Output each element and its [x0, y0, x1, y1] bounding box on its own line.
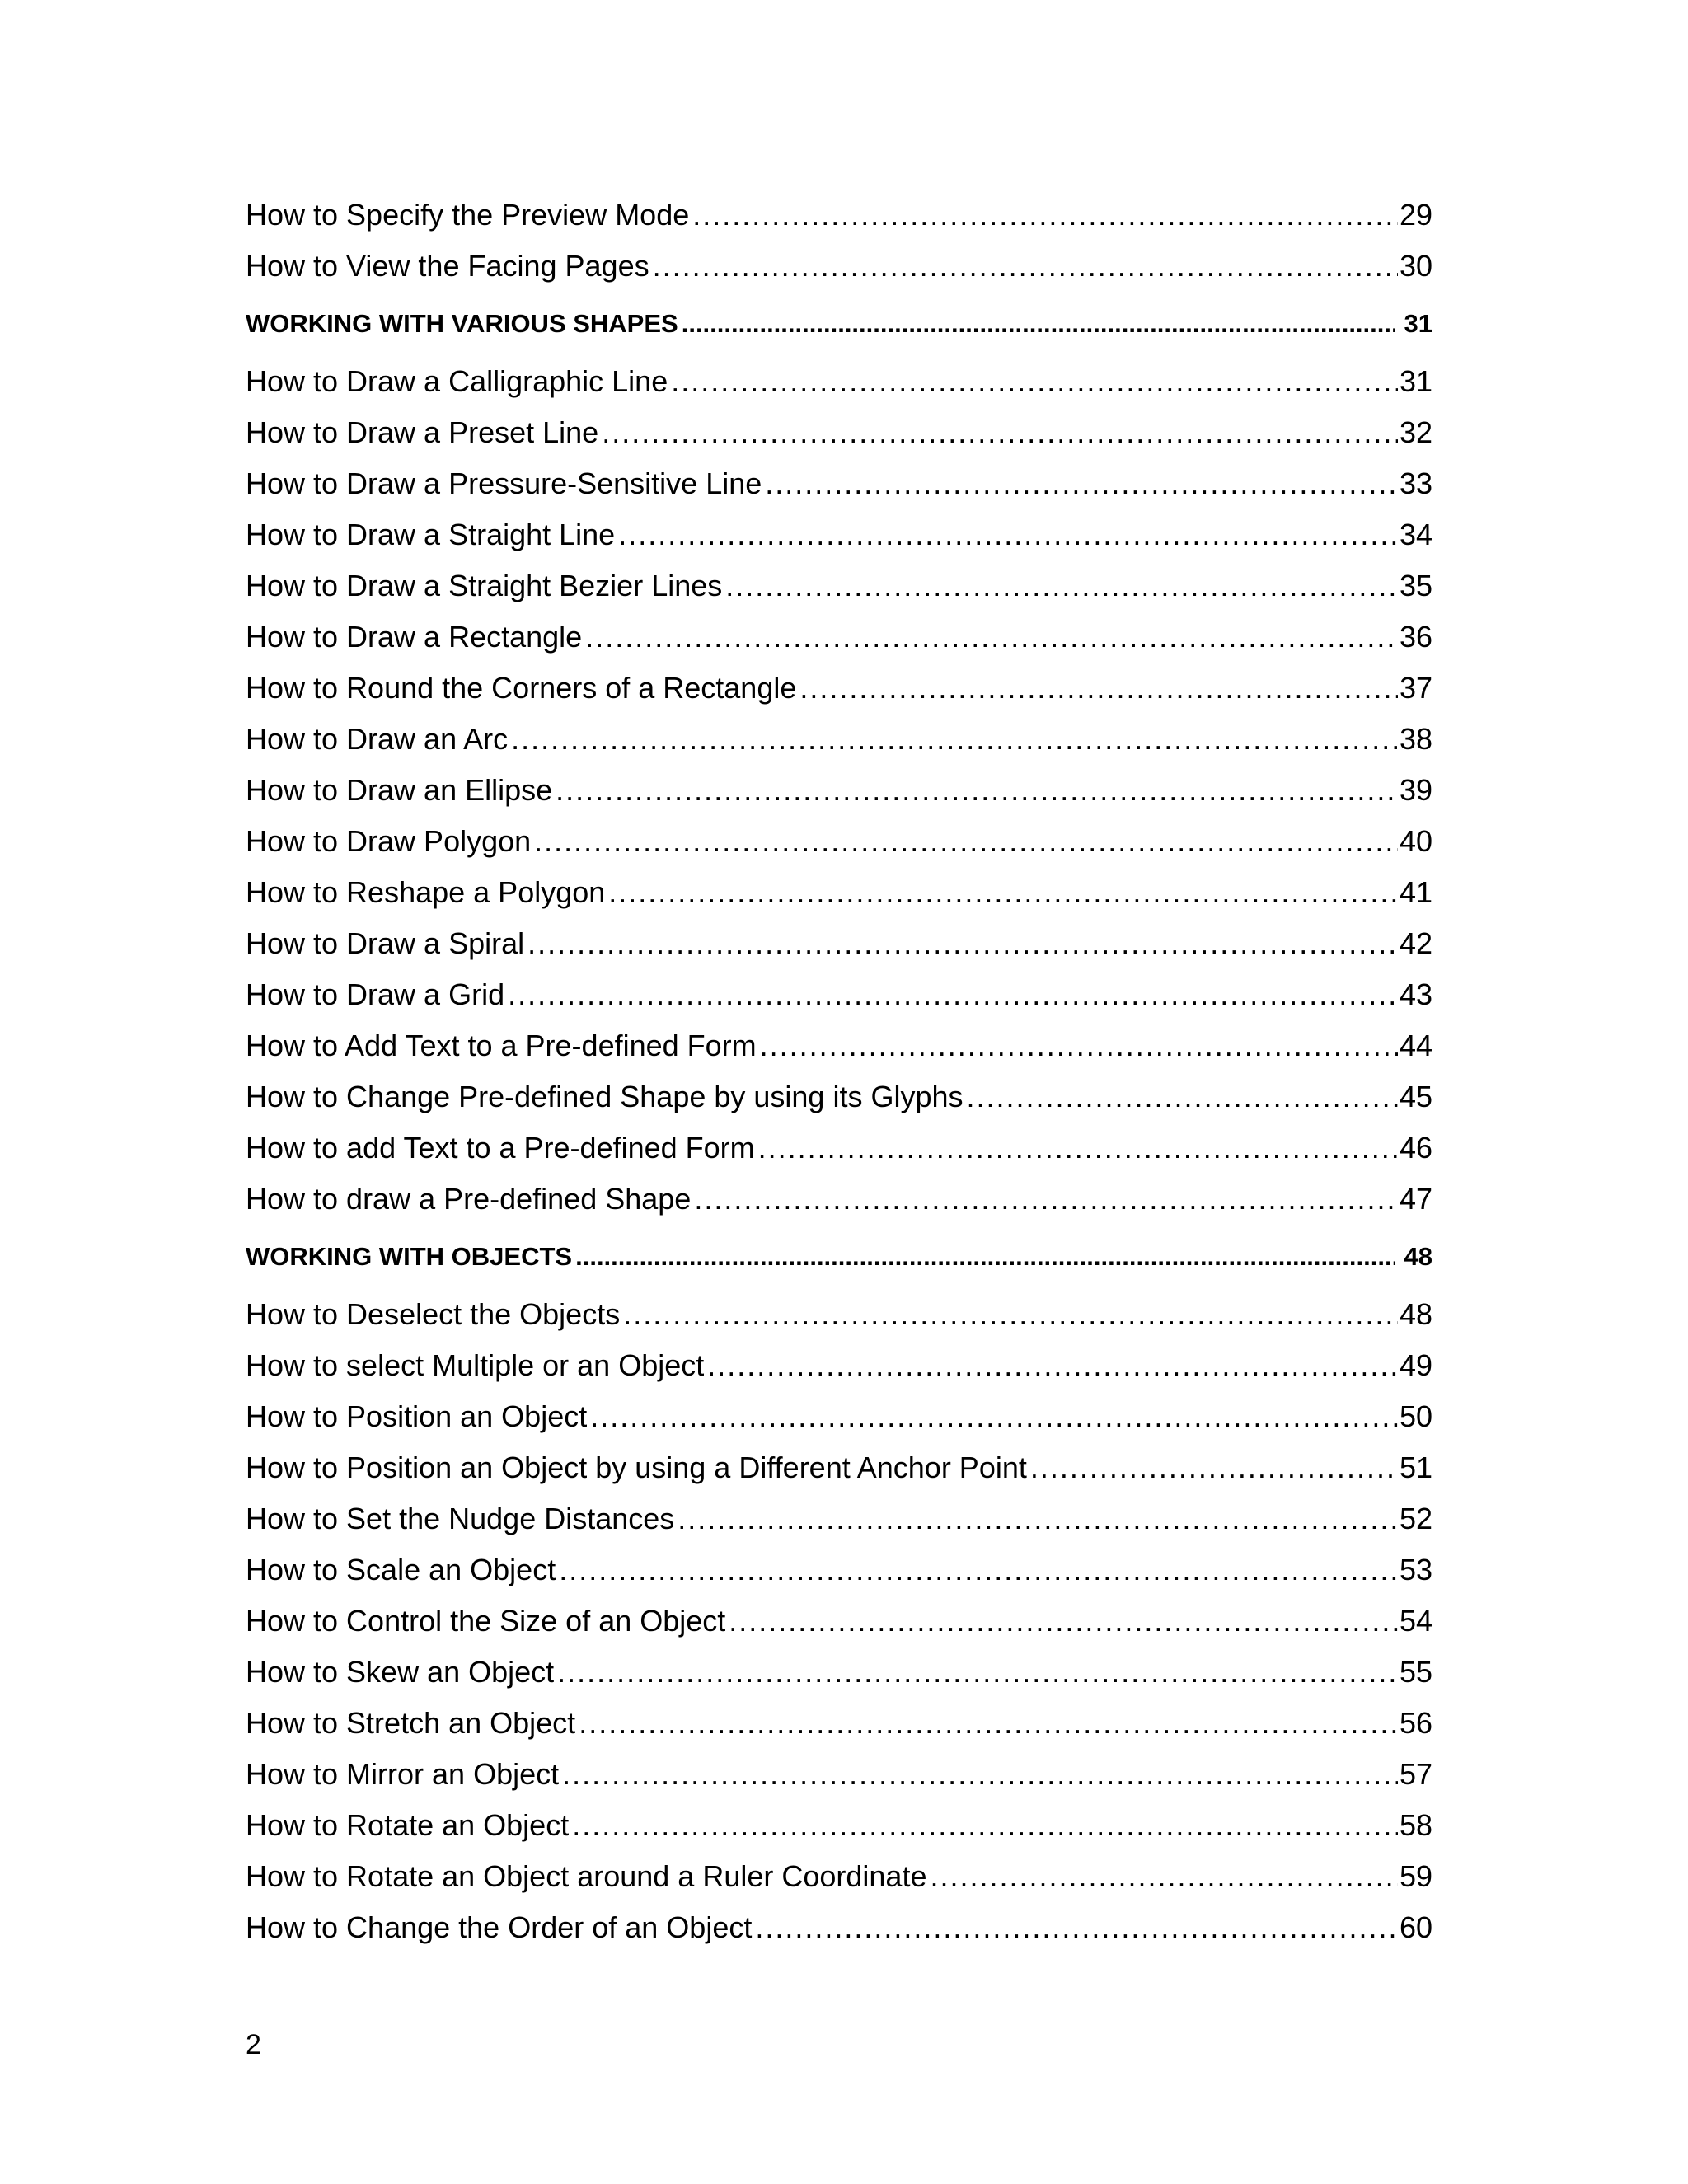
dot-leader — [671, 356, 1398, 407]
toc-entry-page: 49 — [1399, 1348, 1432, 1382]
dot-leader — [725, 560, 1398, 612]
toc-entry[interactable] — [246, 1020, 1432, 1071]
toc-entry-page: 58 — [1399, 1808, 1432, 1842]
toc-entry-title: How to Set the Nudge Distances — [246, 1502, 675, 1535]
toc-entry-title: How to Specify the Preview Mode — [246, 198, 690, 232]
toc-entry-title: How to Skew an Object — [246, 1655, 555, 1689]
toc-entry-page: 35 — [1399, 569, 1432, 602]
dot-leader — [559, 1544, 1398, 1596]
toc-entry[interactable] — [246, 1289, 1432, 1340]
toc-entry-page: 37 — [1399, 671, 1432, 705]
toc-entry-page: 31 — [1399, 364, 1432, 398]
dot-leader — [608, 867, 1398, 918]
toc-section-title: WORKING WITH OBJECTS — [246, 1242, 573, 1271]
toc-entry[interactable] — [246, 663, 1432, 714]
toc-entry-page: 34 — [1399, 518, 1432, 551]
toc-entry[interactable] — [246, 1391, 1432, 1442]
toc-entry-page: 50 — [1399, 1399, 1432, 1433]
toc-entry-title: How to Draw a Straight Bezier Lines — [246, 569, 723, 602]
toc-entry-page: 42 — [1399, 926, 1432, 960]
toc-entry[interactable] — [246, 816, 1432, 867]
dot-leader — [602, 407, 1398, 458]
toc-entry-page: 54 — [1399, 1604, 1432, 1638]
toc-entry[interactable] — [246, 867, 1432, 918]
toc-entry-title: How to Draw an Arc — [246, 722, 509, 756]
dot-leader — [930, 1851, 1397, 1902]
dot-leader — [557, 1647, 1398, 1698]
toc-entry-page: 56 — [1399, 1706, 1432, 1740]
toc-entry[interactable] — [246, 612, 1432, 663]
dot-leader — [528, 918, 1398, 969]
toc-entry-page: 51 — [1399, 1451, 1432, 1484]
toc-section-heading[interactable] — [246, 292, 1432, 356]
dot-leader — [967, 1071, 1398, 1122]
toc-entry-title: How to Mirror an Object — [246, 1757, 560, 1791]
toc-entry-title: How to Deselect the Objects — [246, 1297, 621, 1331]
toc-entry-title: How to Reshape a Polygon — [246, 875, 606, 909]
dot-leader — [575, 1225, 1394, 1289]
dot-leader — [623, 1289, 1398, 1340]
dot-leader — [1030, 1442, 1398, 1493]
toc-entry-page: 60 — [1399, 1910, 1432, 1944]
toc-entry-page: 36 — [1399, 620, 1432, 654]
toc-entry-title: How to Rotate an Object — [246, 1808, 570, 1842]
toc-entry-page: 39 — [1399, 773, 1432, 807]
toc-entry-title: How to Draw a Rectangle — [246, 620, 583, 654]
toc-entry-page: 45 — [1399, 1080, 1432, 1113]
toc-entry-page: 32 — [1399, 415, 1432, 449]
toc-entry[interactable] — [246, 765, 1432, 816]
toc-entry[interactable] — [246, 407, 1432, 458]
toc-entry[interactable] — [246, 1122, 1432, 1174]
dot-leader — [729, 1596, 1398, 1647]
toc-entry-title: How to Draw a Straight Line — [246, 518, 616, 551]
toc-entry-page: 55 — [1399, 1655, 1432, 1689]
dot-leader — [579, 1698, 1398, 1749]
toc-entry-title: How to add Text to a Pre-defined Form — [246, 1131, 755, 1165]
toc-entry-page: 46 — [1399, 1131, 1432, 1165]
toc-section-title: WORKING WITH VARIOUS SHAPES — [246, 309, 678, 338]
toc-entry[interactable] — [246, 190, 1432, 241]
toc-entry-page: 44 — [1399, 1029, 1432, 1062]
table-of-contents — [246, 190, 1432, 1953]
dot-leader — [618, 509, 1398, 560]
toc-entry-title: How to Draw a Pressure-Sensitive Line — [246, 466, 762, 500]
toc-entry-page: 29 — [1399, 198, 1432, 232]
toc-entry-page: 43 — [1399, 977, 1432, 1011]
toc-entry[interactable] — [246, 560, 1432, 612]
toc-entry-page: 30 — [1399, 249, 1432, 283]
dot-leader — [556, 765, 1398, 816]
toc-entry-page: 33 — [1399, 466, 1432, 500]
toc-entry-title: How to Draw a Preset Line — [246, 415, 599, 449]
toc-entry-title: How to View the Facing Pages — [246, 249, 649, 283]
toc-entry-page: 59 — [1399, 1859, 1432, 1893]
toc-entry-title: How to Stretch an Object — [246, 1706, 576, 1740]
dot-leader — [562, 1749, 1398, 1800]
dot-leader — [758, 1122, 1398, 1174]
toc-entry[interactable] — [246, 1340, 1432, 1391]
dot-leader — [534, 816, 1398, 867]
toc-entry-title: How to Scale an Object — [246, 1553, 556, 1586]
toc-entry-page: 47 — [1399, 1182, 1432, 1216]
toc-entry[interactable] — [246, 458, 1432, 509]
dot-leader — [692, 190, 1398, 241]
toc-entry[interactable] — [246, 1698, 1432, 1749]
dot-leader — [508, 969, 1398, 1020]
toc-entry[interactable] — [246, 918, 1432, 969]
toc-entry-title: How to Rotate an Object around a Ruler Coordinate — [246, 1859, 927, 1893]
toc-entry[interactable] — [246, 1442, 1432, 1493]
toc-entry-title: How to Draw a Calligraphic Line — [246, 364, 668, 398]
toc-entry[interactable] — [246, 509, 1432, 560]
dot-leader — [590, 1391, 1398, 1442]
toc-entry[interactable] — [246, 1647, 1432, 1698]
toc-entry[interactable] — [246, 1493, 1432, 1544]
toc-entry-page: 52 — [1399, 1502, 1432, 1535]
dot-leader — [682, 292, 1395, 356]
toc-entry[interactable] — [246, 241, 1432, 292]
toc-entry-title: How to Round the Corners of a Rectangle — [246, 671, 797, 705]
toc-entry[interactable] — [246, 356, 1432, 407]
toc-entry[interactable] — [246, 714, 1432, 765]
toc-entry-page: 57 — [1399, 1757, 1432, 1791]
toc-entry-title: How to Draw a Grid — [246, 977, 505, 1011]
dot-leader — [694, 1174, 1398, 1225]
toc-entry[interactable] — [246, 1544, 1432, 1596]
toc-entry-title: How to Change Pre-defined Shape by using its Glyphs — [246, 1080, 964, 1113]
toc-entry-page: 48 — [1399, 1297, 1432, 1331]
dot-leader — [511, 714, 1398, 765]
dot-leader — [755, 1902, 1398, 1953]
toc-entry-page: 41 — [1399, 875, 1432, 909]
toc-section-heading[interactable] — [246, 1225, 1432, 1289]
dot-leader — [678, 1493, 1398, 1544]
toc-section-page: 31 — [1404, 309, 1432, 338]
toc-entry-title: How to select Multiple or an Object — [246, 1348, 705, 1382]
dot-leader — [799, 663, 1398, 714]
dot-leader — [585, 612, 1398, 663]
toc-section-page: 48 — [1404, 1242, 1432, 1271]
toc-entry-title: How to Control the Size of an Object — [246, 1604, 726, 1638]
dot-leader — [653, 241, 1398, 292]
toc-entry-title: How to Draw an Ellipse — [246, 773, 553, 807]
toc-entry[interactable] — [246, 1071, 1432, 1122]
dot-leader — [572, 1800, 1398, 1851]
toc-entry[interactable] — [246, 1800, 1432, 1851]
dot-leader — [765, 458, 1398, 509]
toc-entry-title: How to Draw Polygon — [246, 824, 532, 858]
toc-entry[interactable] — [246, 1596, 1432, 1647]
toc-entry-page: 53 — [1399, 1553, 1432, 1586]
toc-entry-title: How to Position an Object — [246, 1399, 588, 1433]
toc-entry-title: How to draw a Pre-defined Shape — [246, 1182, 692, 1216]
toc-entry[interactable] — [246, 1174, 1432, 1225]
toc-entry-title: How to Add Text to a Pre-defined Form — [246, 1029, 757, 1062]
dot-leader — [760, 1020, 1398, 1071]
toc-entry-page: 38 — [1399, 722, 1432, 756]
page-number: 2 — [246, 2029, 261, 2060]
toc-entry-title: How to Position an Object by using a Different Anchor Point — [246, 1451, 1027, 1484]
toc-entry-title: How to Draw a Spiral — [246, 926, 525, 960]
dot-leader — [707, 1340, 1398, 1391]
toc-entry[interactable] — [246, 1902, 1432, 1953]
toc-entry[interactable] — [246, 969, 1432, 1020]
toc-entry-page: 40 — [1399, 824, 1432, 858]
toc-entry[interactable] — [246, 1851, 1432, 1902]
toc-entry[interactable] — [246, 1749, 1432, 1800]
toc-entry-title: How to Change the Order of an Object — [246, 1910, 753, 1944]
